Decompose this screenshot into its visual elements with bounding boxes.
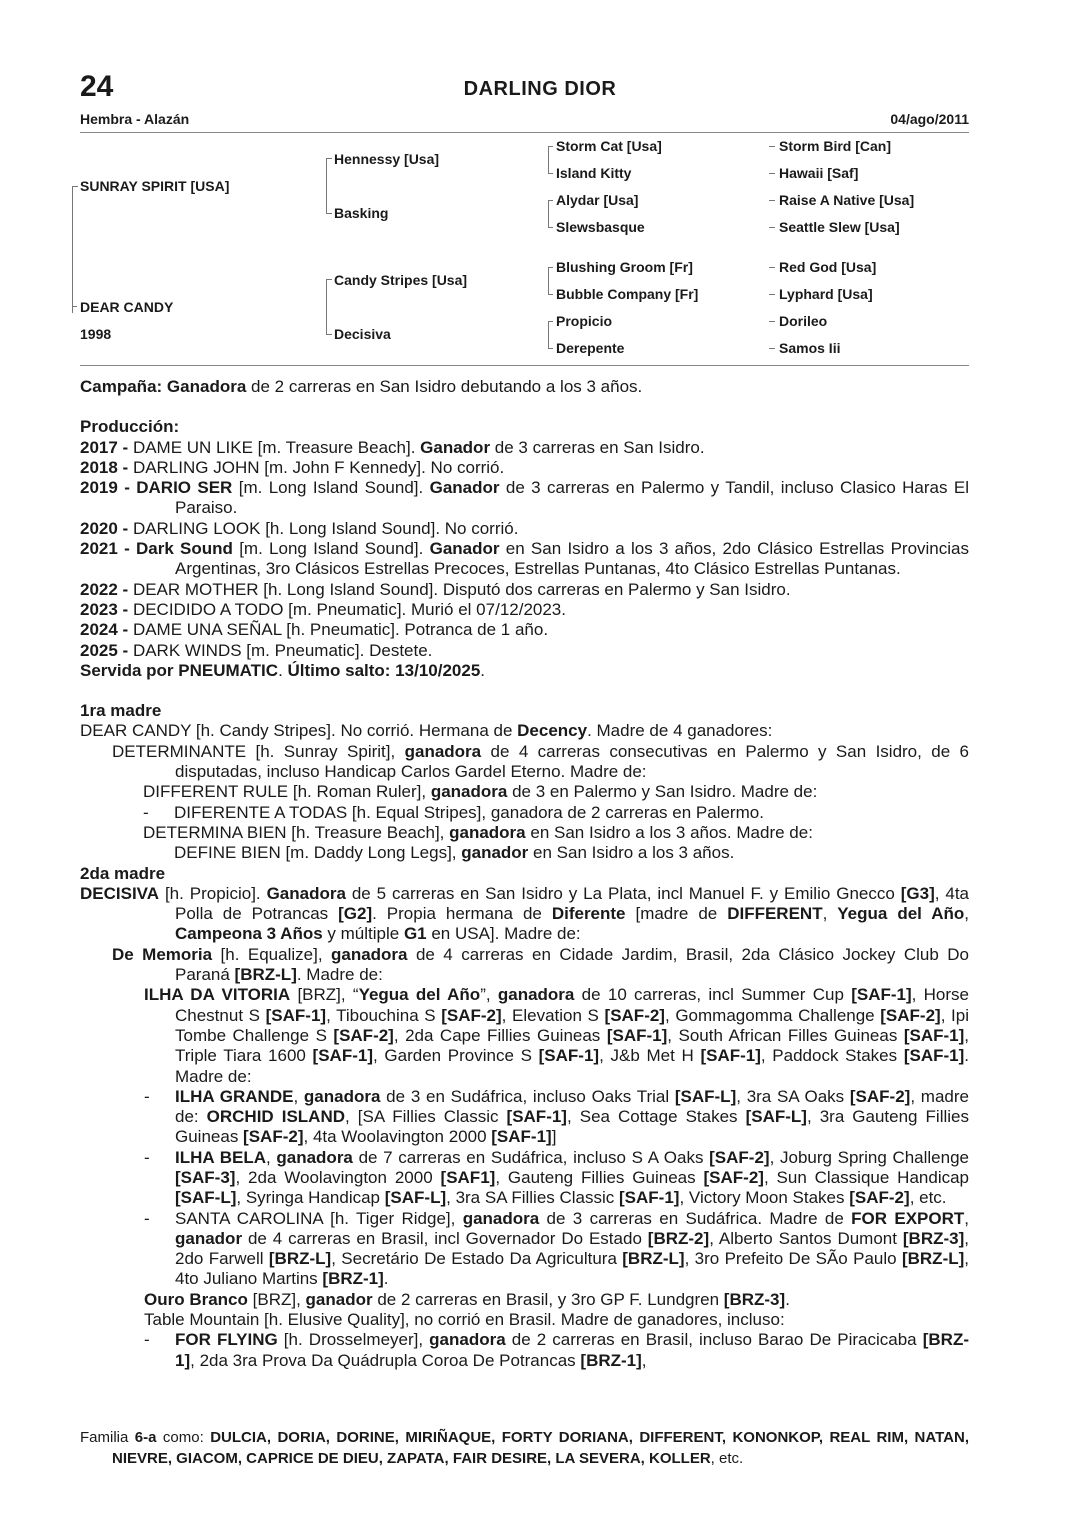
pedigree-entry <box>80 1148 969 1209</box>
text-run: DECISIVA <box>80 883 160 903</box>
text-run: [SAF-1] <box>700 1046 761 1066</box>
text-run: Familia <box>80 1429 135 1446</box>
text-run: Servida por <box>80 660 179 680</box>
text-run: ”, <box>480 985 498 1005</box>
sex-color: Hembra - Alazán <box>80 111 190 127</box>
text-run: , 3ra SA Fillies Classic <box>446 1188 620 1208</box>
text-run: [SAF-2] <box>243 1127 304 1147</box>
text-run: Ouro Branco <box>144 1289 248 1309</box>
bracket-gen3-4 <box>548 321 553 349</box>
text-run: DAME UNA SEÑAL [h. Pneumatic]. Potranca de 1 año. <box>132 620 549 640</box>
catalog-body <box>80 377 969 1371</box>
production-item <box>80 519 969 539</box>
pedigree-gen4-8: Samos Iii <box>779 340 841 356</box>
served-line <box>80 661 969 681</box>
text-run: , South African Filles Guineas <box>667 1025 904 1045</box>
pedigree-gen2-3: Candy Stripes [Usa] <box>334 272 468 288</box>
text-run: , Elevation S <box>501 1005 605 1025</box>
text-run: , Gauteng Fillies Guineas <box>495 1167 704 1187</box>
text-run: [SAF-L] <box>674 1086 737 1106</box>
text-run: [SAF-1] <box>491 1127 552 1147</box>
text-run: . <box>383 1269 389 1289</box>
text-run: DETERMINANTE [h. Sunray Spirit], <box>112 741 405 761</box>
text-run: [SAF-3] <box>175 1167 236 1187</box>
text-run: Ganador <box>429 539 500 559</box>
text-run: de 4 carreras en Cidade Jardim, Brasil, 2da Clásico Jockey Club Do Paraná <box>175 944 969 985</box>
text-run: . Madre de: <box>175 1046 969 1086</box>
text-run: 2022 - <box>80 579 133 599</box>
text-run: de 3 en Palermo y San Isidro. Madre de: <box>507 782 818 802</box>
list-dash: - <box>144 1147 150 1167</box>
text-run: PNEUMATIC <box>178 660 279 680</box>
text-run: , 2da Cape Fillies Guineas <box>393 1025 607 1045</box>
text-run: Ganador <box>429 478 500 498</box>
text-run: 2025 - <box>80 640 133 660</box>
text-run: , Tibouchina S <box>326 1005 442 1025</box>
text-run: de 3 en Sudáfrica, incluso Oaks Trial <box>380 1086 675 1106</box>
first-dam-heading: 1ra madre <box>80 701 162 721</box>
text-run: ganadora <box>276 1147 353 1167</box>
dash-gen4-2 <box>769 173 775 174</box>
text-run: . <box>278 660 288 680</box>
pedigree-entry <box>80 945 969 986</box>
text-run: ganador <box>305 1289 373 1309</box>
text-run: , 2da Woolavington 2000 <box>235 1167 441 1187</box>
campaign-line <box>80 377 969 397</box>
text-run: [G2] <box>338 904 373 924</box>
text-run: [BRZ], <box>247 1289 306 1309</box>
text-run: , Sea Cottage Stakes <box>566 1107 746 1127</box>
production-item <box>80 600 969 620</box>
production-item <box>80 458 969 478</box>
text-run: [G3] <box>900 883 935 903</box>
pedigree-gen4-5: Red God [Usa] <box>779 259 877 275</box>
pedigree-gen3-5: Blushing Groom [Fr] <box>556 259 693 275</box>
pedigree-gen3-4: Slewsbasque <box>556 219 645 235</box>
text-run: [SAF1] <box>440 1167 496 1187</box>
dash-gen4-6 <box>769 294 775 295</box>
list-dash: - <box>144 1330 150 1350</box>
pedigree-gen3-7: Propicio <box>556 313 613 329</box>
bracket-gen1 <box>72 186 78 313</box>
text-run: . <box>785 1289 790 1309</box>
lot-number: 24 <box>80 70 114 103</box>
text-run: de 3 carreras en Palermo y Tandil, incluso Clasico Haras El Paraiso. <box>175 478 969 518</box>
text-run: DARLING LOOK [h. Long Island Sound]. No corrió. <box>132 518 519 538</box>
text-run: , Horse Chestnut S <box>175 985 969 1025</box>
text-run: , J&b Met H <box>599 1046 701 1066</box>
text-run: de 10 carreras, incl Summer Cup <box>574 985 852 1005</box>
text-run: ILHA BELA <box>175 1147 266 1167</box>
pedigree-gen4-1: Storm Bird [Can] <box>779 138 891 154</box>
pedigree-gen3-1: Storm Cat [Usa] <box>556 138 662 154</box>
text-run: . Propia hermana de <box>372 904 552 924</box>
text-run: [BRZ-L] <box>234 965 297 985</box>
text-run: Campeona 3 Años <box>175 924 323 944</box>
text-run: , Sun Classique Handicap <box>763 1167 969 1187</box>
text-run: [BRZ-L] <box>268 1249 332 1269</box>
text-run: como: <box>156 1429 211 1446</box>
text-run: De Memoria <box>112 944 213 964</box>
production-item <box>80 539 969 580</box>
bracket-gen3-3 <box>548 267 553 295</box>
dash-gen4-8 <box>769 348 775 349</box>
text-run: [h. Propicio]. <box>159 883 267 903</box>
pedigree-entry <box>80 843 969 863</box>
text-run: de 7 carreras en Sudáfrica, incluso S A Oaks <box>352 1147 710 1167</box>
pedigree-gen3-8: Derepente <box>556 340 625 356</box>
text-run: , Secretário De Estado Da Agricultura <box>331 1249 623 1269</box>
text-run: [SAF-2] <box>333 1025 394 1045</box>
text-run: de 4 carreras en Brasil, incl Governador Do Estado <box>242 1228 648 1248</box>
text-run: DAME UN LIKE [m. Treasure Beach]. <box>132 437 421 457</box>
text-run: [BRZ-L] <box>901 1249 965 1269</box>
text-run: [SAF-2] <box>880 1005 941 1025</box>
text-run: [SAF-1] <box>312 1046 373 1066</box>
text-run: DEFINE BIEN [m. Daddy Long Legs], <box>174 843 462 863</box>
text-run: ganador <box>461 843 529 863</box>
bracket-gen3-1 <box>548 146 553 174</box>
text-run: [h. Drosselmeyer], <box>277 1330 430 1350</box>
list-dash: - <box>144 1086 150 1106</box>
text-run: [m. Long Island Sound]. <box>232 478 430 498</box>
pedigree-entry <box>80 742 969 783</box>
bracket-gen2-upper <box>326 158 332 214</box>
text-run: en San Isidro a los 3 años. Madre de: <box>525 822 813 842</box>
text-run: , Triple Tiara 1600 <box>175 1025 970 1066</box>
text-run: ORCHID ISLAND <box>206 1107 346 1127</box>
text-run: Dark Sound <box>136 539 233 559</box>
pedigree-entry <box>80 782 969 802</box>
text-run: [BRZ-1] <box>580 1350 642 1370</box>
text-run: , etc. <box>710 1450 744 1467</box>
text-run: de 2 carreras en Brasil, y 3ro GP F. Lundgren <box>372 1289 724 1309</box>
text-run: , Syringa Handicap <box>236 1188 385 1208</box>
pedigree-entry <box>80 1310 969 1330</box>
text-run: , Victory Moon Stakes <box>679 1188 850 1208</box>
text-run: DIFFERENT RULE [h. Roman Ruler], <box>143 782 431 802</box>
text-run: , Joburg Spring Challenge <box>769 1147 969 1167</box>
text-run: , 4to Juliano Martins <box>175 1249 970 1289</box>
production-list <box>80 438 969 661</box>
text-run: [BRZ-1] <box>322 1269 384 1289</box>
first-dam-section <box>80 721 969 863</box>
text-run: de 2 carreras en Brasil, incluso Barao De Piracicaba <box>505 1330 923 1350</box>
text-run: [BRZ-3] <box>902 1228 965 1248</box>
pedigree-table <box>0 0 1080 370</box>
text-run: , etc. <box>909 1188 947 1208</box>
text-run: [BRZ], “ <box>290 985 359 1005</box>
pedigree-gen3-2: Island Kitty <box>556 165 632 181</box>
text-run: G1 <box>403 924 427 944</box>
text-run: [SAF-L] <box>745 1107 807 1127</box>
text-run: [SAF-L] <box>384 1188 447 1208</box>
text-run: Ganadora <box>266 883 346 903</box>
text-run: Yegua del Año <box>358 985 481 1005</box>
text-run: [SAF-2] <box>703 1167 764 1187</box>
text-run: [m. Long Island Sound]. <box>232 539 430 559</box>
text-run: , Gommagomma Challenge <box>664 1005 881 1025</box>
text-run: , madre de: <box>175 1086 969 1127</box>
text-run: ILHA DA VITORIA <box>144 985 291 1005</box>
text-run: DEAR MOTHER [h. Long Island Sound]. Disputó dos carreras en Palermo y San Isidro. <box>132 579 791 599</box>
text-run: Ganador <box>420 437 491 457</box>
text-run: DIFERENTE A TODAS [h. Equal Stripes], ganadora de 2 carreras en Palermo. <box>174 802 764 822</box>
text-run: , 2do Farwell <box>175 1228 969 1269</box>
text-run: , <box>822 904 838 924</box>
text-run: ganadora <box>404 741 482 761</box>
production-item <box>80 580 969 600</box>
text-run: , Paddock Stakes <box>760 1046 904 1066</box>
pedigree-sire: SUNRAY SPIRIT [USA] <box>80 178 230 194</box>
text-run: DEAR CANDY [h. Candy Stripes]. No corrió. Hermana de <box>80 721 518 741</box>
pedigree-entry <box>80 823 969 843</box>
text-run: , Ipi Tombe Challenge S <box>175 1005 970 1045</box>
text-run: 2021 - <box>80 539 136 559</box>
pedigree-entry <box>80 803 969 823</box>
text-run: 6-a <box>134 1429 157 1446</box>
second-dam-heading: 2da madre <box>80 863 166 883</box>
text-run: , 3ra Gauteng Fillies Guineas <box>175 1107 969 1147</box>
text-run: [SAF-2] <box>441 1005 502 1025</box>
text-run: [SAF-1] <box>538 1046 600 1066</box>
family-footer <box>80 1427 969 1469</box>
text-run: en USA]. Madre de: <box>426 924 581 944</box>
text-run: de 3 carreras en San Isidro. <box>490 437 705 457</box>
pedigree-gen2-1: Hennessy [Usa] <box>334 151 440 167</box>
text-run: [SAF-L] <box>175 1188 237 1208</box>
pedigree-gen3-3: Alydar [Usa] <box>556 192 639 208</box>
text-run: de 3 carreras en Sudáfrica. Madre de <box>539 1208 852 1228</box>
text-run: [SAF-1] <box>506 1107 567 1127</box>
text-run: 2023 - <box>80 599 133 619</box>
production-item <box>80 641 969 661</box>
text-run: [SAF-2] <box>849 1188 910 1208</box>
text-run: DARIO SER <box>136 478 233 498</box>
text-run: Decency <box>517 721 588 741</box>
pedigree-gen4-6: Lyphard [Usa] <box>779 286 873 302</box>
foaling-date: 04/ago/2011 <box>890 111 969 127</box>
text-run: , 4ta Woolavington 2000 <box>303 1127 492 1147</box>
text-run: DIFFERENT <box>727 904 823 924</box>
text-run: ganadora <box>429 1330 506 1350</box>
text-run: , 3ra SA Oaks <box>736 1086 850 1106</box>
text-run: [SAF-1] <box>265 1005 327 1025</box>
pedigree-divider <box>80 365 969 366</box>
text-run: de 2 carreras en San Isidro debutando a los 3 años. <box>246 377 643 396</box>
text-run: Último salto: 13/10/2025 <box>287 660 481 680</box>
text-run: de 5 carreras en San Isidro y La Plata, incl Manuel F. y Emilio Gnecco <box>345 883 901 903</box>
pedigree-entry <box>80 1209 969 1290</box>
pedigree-entry <box>80 1330 969 1371</box>
text-run: , <box>641 1350 647 1370</box>
production-item <box>80 478 969 519</box>
pedigree-entry <box>80 884 969 945</box>
text-run: Table Mountain [h. Elusive Quality], no corrió en Brasil. Madre de ganadores, incluso: <box>144 1310 785 1330</box>
list-dash: - <box>143 802 149 822</box>
text-run: [SAF-2] <box>849 1086 911 1106</box>
dash-gen4-3 <box>769 200 775 201</box>
bracket-gen3-2 <box>548 200 553 228</box>
text-run: , 3ro Prefeito De SÃo Paulo <box>684 1249 902 1269</box>
text-run: [SAF-1] <box>903 1046 965 1066</box>
family-line <box>80 1427 969 1469</box>
text-run: , 4ta Polla de Potrancas <box>175 883 970 924</box>
text-run: [h. Equalize], <box>212 944 331 964</box>
text-run: [SAF-2] <box>709 1147 770 1167</box>
text-run: DULCIA, DORIA, DORINE, MIRIÑAQUE, FORTY DORIANA, DIFFERENT, KONONKOP, REAL RIM, NATAN, NIEVRE, GIACOM, CAPRICE DE DIEU, ZAPATA, FAIR DESIRE, LA SEVERA, KOLLER <box>112 1429 969 1467</box>
list-dash: - <box>144 1208 150 1228</box>
bracket-gen2-lower <box>326 279 332 335</box>
text-run: ganadora <box>330 944 408 964</box>
text-run: FOR EXPORT <box>851 1208 965 1228</box>
text-run: de 4 carreras consecutivas en Palermo y San Isidro, de 6 disputadas, incluso Handicap Carlos Gardel Eterno. Madre de: <box>175 741 969 782</box>
text-run: , [SA Fillies Classic <box>345 1107 507 1127</box>
text-run: . Madre de: <box>296 965 383 985</box>
pedigree-entry <box>80 721 969 741</box>
second-dam-section <box>80 884 969 1371</box>
text-run: FOR FLYING <box>175 1330 278 1350</box>
text-run: [SAF-1] <box>619 1188 680 1208</box>
text-run: Ganadora <box>166 377 247 396</box>
text-run: Diferente <box>551 904 626 924</box>
text-run: 2017 - <box>80 437 133 457</box>
pedigree-gen2-2: Basking <box>334 205 389 221</box>
text-run: , <box>964 1208 970 1228</box>
text-run: Campaña: <box>80 377 167 396</box>
text-run: 2020 - <box>80 518 133 538</box>
text-run: y múltiple <box>322 924 404 944</box>
pedigree-gen4-3: Raise A Native [Usa] <box>779 192 915 208</box>
text-run: ganadora <box>430 782 508 802</box>
text-run: ganadora <box>303 1086 381 1106</box>
text-run: Yegua del Año <box>837 904 965 924</box>
text-run: , <box>293 1086 304 1106</box>
pedigree-gen3-6: Bubble Company [Fr] <box>556 286 699 302</box>
text-run: [BRZ-2] <box>647 1228 710 1248</box>
text-run: , <box>265 1147 277 1167</box>
text-run: DARLING JOHN [m. John F Kennedy]. No corrió. <box>132 457 505 477</box>
text-run: 2018 - <box>80 457 133 477</box>
pedigree-gen4-4: Seattle Slew [Usa] <box>779 219 900 235</box>
text-run: DARK WINDS [m. Pneumatic]. Destete. <box>132 640 433 660</box>
text-run: , 2da 3ra Prova Da Quádrupla Coroa De Potrancas <box>190 1350 581 1370</box>
text-run: [BRZ-3] <box>723 1289 786 1309</box>
text-run: ILHA GRANDE <box>175 1086 294 1106</box>
pedigree-gen4-2: Hawaii [Saf] <box>779 165 859 181</box>
pedigree-entry <box>80 985 969 1086</box>
text-run: , Alberto Santos Dumont <box>709 1228 903 1248</box>
production-item <box>80 620 969 640</box>
text-run: DECIDIDO A TODO [m. Pneumatic]. Murió el 07/12/2023. <box>132 599 566 619</box>
text-run: [BRZ-1] <box>175 1330 969 1370</box>
text-run: . <box>480 660 486 680</box>
dash-gen4-5 <box>769 267 775 268</box>
production-heading: Producción: <box>80 417 180 437</box>
text-run: , Garden Province S <box>373 1046 539 1066</box>
text-run: [SAF-1] <box>903 1025 965 1045</box>
text-run: , <box>964 904 969 924</box>
dash-gen4-1 <box>769 146 775 147</box>
text-run: 2019 - <box>80 478 137 498</box>
text-run: [SAF-1] <box>851 985 912 1005</box>
text-run: en San Isidro a los 3 años, 2do Clásico Estrellas Provincias Argentinas, 3ro Clásicos Estrellas Precoces, Estrellas Puntanas, 4to Clásico Estrellas Puntanas. <box>175 539 969 579</box>
text-run: [SAF-1] <box>606 1025 668 1045</box>
text-run: en San Isidro a los 3 años. <box>528 843 735 863</box>
text-run: . Madre de 4 ganadores: <box>587 721 773 741</box>
dash-gen4-7 <box>769 321 775 322</box>
bracket-gen1-tail <box>72 306 77 307</box>
dash-gen4-4 <box>769 227 775 228</box>
pedigree-entry <box>80 1087 969 1148</box>
text-run: ganadora <box>462 1208 540 1228</box>
pedigree-dam-year: 1998 <box>80 326 112 342</box>
text-run: ] <box>551 1127 557 1147</box>
pedigree-entry <box>80 1290 969 1310</box>
text-run: ganadora <box>497 985 575 1005</box>
horse-name: DARLING DIOR <box>463 78 617 100</box>
text-run: [madre de <box>625 904 728 924</box>
text-run: DETERMINA BIEN [h. Treasure Beach], <box>143 822 450 842</box>
production-item <box>80 438 969 458</box>
pedigree-gen4-7: Dorileo <box>779 313 828 329</box>
pedigree-gen2-4: Decisiva <box>334 326 391 342</box>
text-run: [SAF-2] <box>604 1005 665 1025</box>
text-run: ganador <box>175 1228 243 1248</box>
text-run: SANTA CAROLINA [h. Tiger Ridge], <box>175 1208 463 1228</box>
text-run: [BRZ-L] <box>622 1249 685 1269</box>
pedigree-dam: DEAR CANDY <box>80 299 174 315</box>
text-run: ganadora <box>449 822 526 842</box>
text-run: 2024 - <box>80 620 133 640</box>
